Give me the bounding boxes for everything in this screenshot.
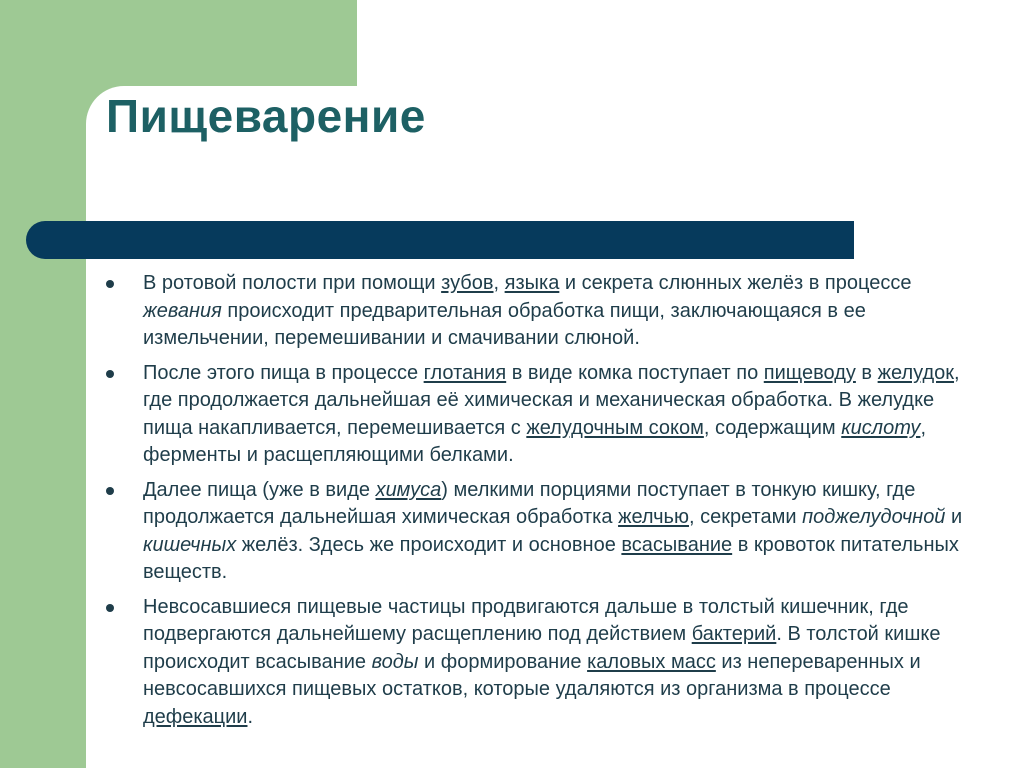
bullet-text: , ферменты и расщепляющими белками.	[143, 416, 926, 466]
bullet-text: и формирование	[418, 650, 588, 673]
bullet-text: Невсосавшиеся пищевые частицы продвигаются дальше в толстый кишечник, где подвергаются дальнейшему расщеплению под действием	[143, 595, 909, 645]
bullet-text: в	[855, 361, 878, 384]
title-underline-bar	[26, 221, 854, 259]
bullet-text: .	[247, 705, 254, 728]
term-link[interactable]: дефекации	[143, 705, 248, 728]
bullet-text: желёз. Здесь же происходит и основное	[236, 533, 622, 556]
bullet-item	[100, 477, 980, 587]
bullet-text: в виде комка поступает по	[506, 361, 764, 384]
slide-title: Пищеварение	[106, 90, 426, 142]
term-link[interactable]: глотания	[423, 361, 507, 384]
bullet-text: и	[945, 506, 963, 528]
term-link[interactable]: желчью	[618, 506, 689, 528]
term-link[interactable]: пищеводу	[763, 361, 856, 384]
bullet-text: В ротовой полости при помощи	[143, 272, 442, 294]
term-link[interactable]: зубов	[441, 272, 494, 294]
term-link[interactable]: языка	[504, 272, 560, 294]
term-link[interactable]: химуса	[375, 478, 442, 501]
bullet-text: ,	[493, 272, 505, 294]
bullet-text: , содержащим	[703, 416, 842, 439]
bullet-dot-icon	[106, 604, 114, 612]
bullet-text: , секретами	[688, 506, 803, 528]
term-link[interactable]: кислоту	[841, 416, 921, 439]
bullet-dot-icon	[106, 280, 114, 288]
bullet-text: . В толстой кишке происходит всасывание	[143, 623, 941, 673]
term-link[interactable]: желудочным соком	[526, 416, 704, 439]
term-link[interactable]: каловых масс	[587, 650, 716, 673]
bullet-text: происходит предварительная обработка пищи, заключающаяся в ее измельчении, перемешивании и смачивании слюной.	[143, 299, 866, 349]
bullet-text: жевания	[143, 299, 222, 322]
bullet-list	[100, 270, 980, 738]
bullet-item	[100, 594, 980, 732]
bullet-item	[100, 360, 980, 470]
term-link[interactable]: всасывание	[621, 533, 733, 556]
bullet-text: из непереваренных и невсосавшихся пищевых остатков, которые удаляются из организма в процессе	[143, 650, 921, 700]
bullet-text: ) мелкими порциями поступает в тонкую кишку, где продолжается дальнейшая химическая обработка	[143, 478, 916, 528]
term-link[interactable]: желудок	[877, 361, 955, 384]
bullet-text: поджелудочной	[802, 506, 946, 528]
bullet-text: Далее пища (уже в виде	[143, 478, 376, 501]
bullet-text: и секрета слюнных желёз в процессе	[559, 272, 912, 294]
term-link[interactable]: бактерий	[691, 623, 777, 645]
bullet-text: , где продолжается дальнейшая её химическая и механическая обработка. В желудке пища накапливается, перемешивается с	[143, 361, 960, 439]
bullet-text: После этого пища в процессе	[143, 361, 424, 384]
bullet-item	[100, 270, 980, 353]
bullet-text: в кровоток питательных веществ.	[143, 533, 959, 583]
bullet-dot-icon	[106, 370, 114, 378]
bullet-dot-icon	[106, 487, 114, 495]
bullet-text: кишечных	[143, 533, 237, 556]
bullet-text: воды	[371, 650, 419, 673]
